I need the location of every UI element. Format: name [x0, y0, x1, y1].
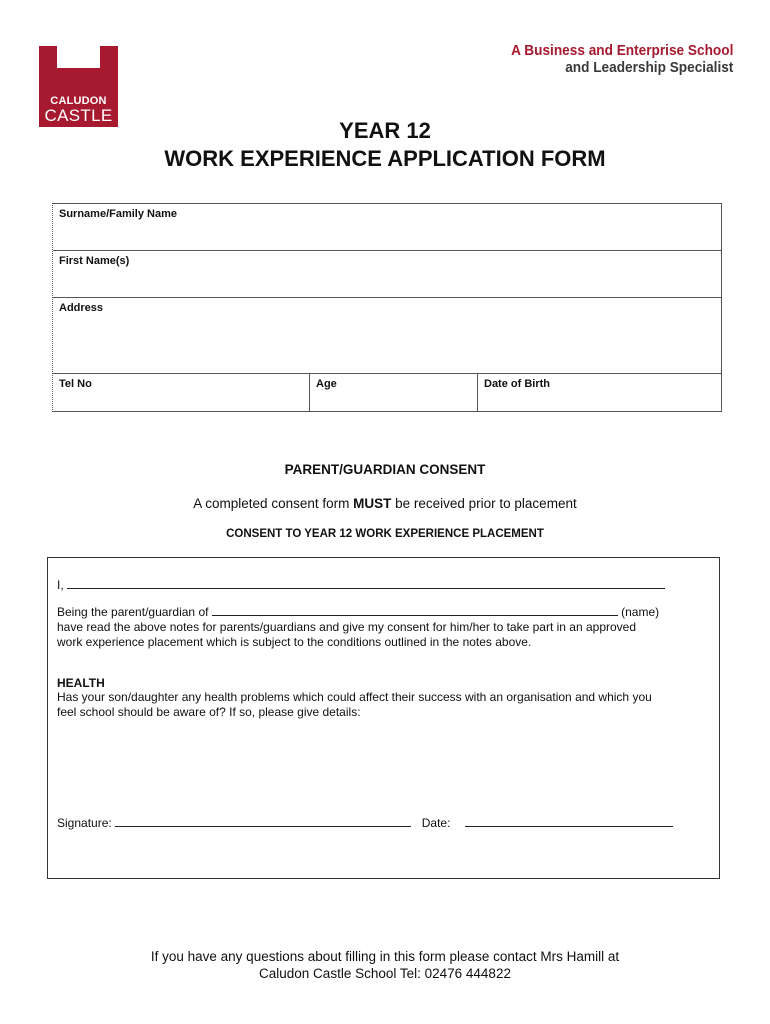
- address-field[interactable]: [53, 298, 721, 374]
- age-label: Age: [316, 378, 337, 390]
- contact-row: [53, 374, 721, 411]
- health-heading: HEALTH: [57, 676, 105, 690]
- age-field[interactable]: [309, 374, 477, 411]
- signature-label: Signature:: [57, 816, 112, 830]
- student-details-table: [52, 203, 722, 412]
- consent-heading: PARENT/GUARDIAN CONSENT: [284, 462, 486, 477]
- tel-field[interactable]: [53, 374, 309, 411]
- signature-line: [57, 816, 673, 831]
- contact-footer: [0, 948, 770, 982]
- signature-field[interactable]: [115, 816, 411, 827]
- first-name-field[interactable]: [53, 251, 721, 298]
- dob-field[interactable]: [477, 374, 721, 411]
- consent-statement-line-3: work experience placement which is subject to the conditions outlined in the notes above.: [57, 635, 532, 649]
- dob-label: Date of Birth: [484, 378, 550, 390]
- consent-note: [0, 496, 770, 511]
- health-question-line-2: feel school should be aware of? If so, please give details:: [57, 705, 361, 719]
- school-logo: [39, 46, 118, 127]
- consent-subheading: CONSENT TO YEAR 12 WORK EXPERIENCE PLACEMENT: [226, 528, 544, 540]
- address-label: Address: [59, 302, 104, 314]
- form-title-year: YEAR 12: [339, 118, 431, 143]
- logo-text-caludon: CALUDON: [50, 95, 107, 107]
- footer-line-1: If you have any questions about filling in this form please contact Mrs Hamill at: [150, 949, 620, 964]
- date-label: Date:: [421, 816, 451, 830]
- footer-line-2: Caludon Castle School Tel: 02476 444822: [259, 966, 511, 981]
- first-name-label: First Name(s): [59, 255, 130, 267]
- consent-box: [47, 557, 720, 879]
- parent-line: [57, 605, 659, 620]
- consent-note-emphasis: MUST: [353, 496, 392, 511]
- consent-i-line: [57, 578, 665, 593]
- i-prefix: I,: [57, 578, 64, 592]
- surname-field[interactable]: [53, 204, 721, 251]
- consent-note-start: A completed consent form: [193, 496, 354, 511]
- parent-prefix: Being the parent/guardian of: [57, 605, 209, 619]
- tagline-line-2: and Leadership Specialist: [564, 60, 733, 76]
- consent-note-end: be received prior to placement: [391, 496, 577, 511]
- consenter-name-field[interactable]: [67, 578, 665, 589]
- surname-label: Surname/Family Name: [59, 208, 177, 220]
- logo-text-castle: CASTLE: [44, 106, 113, 125]
- tel-label: Tel No: [59, 378, 92, 390]
- date-field[interactable]: [465, 816, 673, 827]
- form-title: WORK EXPERIENCE APPLICATION FORM: [164, 146, 606, 171]
- child-name-field[interactable]: [212, 605, 618, 616]
- tagline-line-1: A Business and Enterprise School: [510, 43, 733, 59]
- health-question-line-1: Has your son/daughter any health problems which could affect their success with an organisation and which you: [57, 690, 652, 704]
- parent-suffix: (name): [621, 605, 660, 619]
- school-tagline: [497, 43, 733, 77]
- consent-statement-line-2: have read the above notes for parents/guardians and give my consent for him/her to take part in an approved: [57, 620, 637, 634]
